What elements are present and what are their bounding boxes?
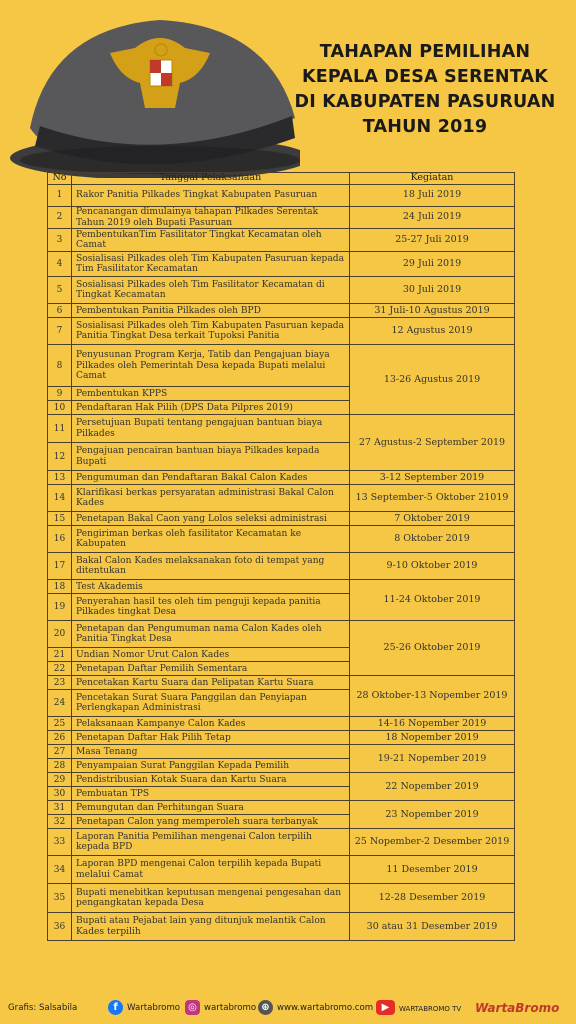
table-header-row	[48, 173, 515, 185]
row-no: 10	[48, 401, 72, 415]
facebook-icon: f	[108, 1000, 123, 1015]
row-activity: Sosialisasi Pilkades oleh Tim Fasilitator Kecamatan di Tingkat Kecamatan	[72, 277, 350, 304]
row-date: 13-26 Agustus 2019	[350, 345, 515, 415]
row-no: 15	[48, 512, 72, 526]
row-activity: Penetapan Bakal Caon yang Lolos seleksi administrasi	[72, 512, 350, 526]
row-date: 13 September-5 Oktober 21019	[350, 485, 515, 512]
row-no: 28	[48, 759, 72, 773]
row-activity: Pembentukan Panitia Pilkades oleh BPD	[72, 304, 350, 318]
header-activity: Tanggal Pelaksanaan	[72, 173, 350, 185]
row-no: 2	[48, 207, 72, 229]
row-activity: PembentukanTim Fasilitator Tingkat Kecamatan oleh Camat	[72, 229, 350, 252]
row-no: 18	[48, 580, 72, 594]
row-activity: Bupati atau Pejabat lain yang ditunjuk melantik Calon Kades terpilih	[72, 913, 350, 941]
police-cap-illustration	[10, 8, 300, 178]
row-date: 24 Juli 2019	[350, 207, 515, 229]
row-activity: Pencetakan Kartu Suara dan Pelipatan Kartu Suara	[72, 676, 350, 690]
row-activity: Pendaftaran Hak Pilih (DPS Data Pilpres 2019)	[72, 401, 350, 415]
facebook-link[interactable]: Wartabromo	[127, 1003, 181, 1013]
row-no: 6	[48, 304, 72, 318]
instagram-link[interactable]: wartabromo	[204, 1003, 257, 1013]
row-activity: Penetapan Calon yang memperoleh suara terbanyak	[72, 815, 350, 829]
youtube-icon: ▶	[376, 1000, 395, 1015]
row-date: 22 Nopember 2019	[350, 773, 515, 801]
row-no: 23	[48, 676, 72, 690]
schedule-table	[47, 172, 515, 941]
row-no: 27	[48, 745, 72, 759]
row-no: 19	[48, 594, 72, 621]
row-activity: Undian Nomor Urut Calon Kades	[72, 648, 350, 662]
row-date: 23 Nopember 2019	[350, 801, 515, 829]
row-date: 12-28 Desember 2019	[350, 884, 515, 913]
title-line-2: KEPALA DESA SERENTAK	[301, 67, 549, 87]
row-activity: Pendistribusian Kotak Suara dan Kartu Suara	[72, 773, 350, 787]
row-activity: Pengumuman dan Pendaftaran Bakal Calon Kades	[72, 471, 350, 485]
row-activity: Masa Tenang	[72, 745, 350, 759]
header-no: No	[48, 173, 72, 185]
row-date: 18 Juli 2019	[350, 185, 515, 207]
row-activity: Test Akademis	[72, 580, 350, 594]
row-no: 21	[48, 648, 72, 662]
row-date: 11-24 Oktober 2019	[350, 580, 515, 621]
row-activity: Bakal Calon Kades melaksanakan foto di tempat yang ditentukan	[72, 553, 350, 580]
credit-text: Grafis: Salsabila	[8, 1003, 78, 1013]
row-no: 7	[48, 318, 72, 345]
header-date: Kegiatan	[350, 173, 515, 185]
row-activity: Pencanangan dimulainya tahapan Pilkades Serentak Tahun 2019 oleh Bupati Pasuruan	[72, 207, 350, 229]
row-no: 5	[48, 277, 72, 304]
row-date: 9-10 Oktober 2019	[350, 553, 515, 580]
row-activity: Pembentukan KPPS	[72, 387, 350, 401]
row-activity: Pengiriman berkas oleh fasilitator Kecamatan ke Kabupaten	[72, 526, 350, 553]
globe-icon: ⊕	[258, 1000, 273, 1015]
row-no: 26	[48, 731, 72, 745]
row-date: 12 Agustus 2019	[350, 318, 515, 345]
footer-bar	[0, 998, 576, 1020]
row-no: 4	[48, 252, 72, 277]
row-date: 8 Oktober 2019	[350, 526, 515, 553]
row-date: 25-27 Juli 2019	[350, 229, 515, 252]
row-no: 12	[48, 443, 72, 471]
row-no: 25	[48, 717, 72, 731]
row-no: 32	[48, 815, 72, 829]
row-activity: Klarifikasi berkas persyaratan administrasi Bakal Calon Kades	[72, 485, 350, 512]
row-date: 19-21 Nopember 2019	[350, 745, 515, 773]
row-date: 25 Nopember-2 Desember 2019	[350, 829, 515, 856]
row-no: 9	[48, 387, 72, 401]
row-no: 8	[48, 345, 72, 387]
row-activity: Persetujuan Bupati tentang pengajuan bantuan biaya Pilkades	[72, 415, 350, 443]
row-date: 7 Oktober 2019	[350, 512, 515, 526]
row-activity: Rakor Panitia Pilkades Tingkat Kabupaten Pasuruan	[72, 185, 350, 207]
row-no: 14	[48, 485, 72, 512]
row-no: 22	[48, 662, 72, 676]
row-activity: Penyusunan Program Kerja, Tatib dan Pengajuan biaya Pilkades oleh Pemerintah Desa kepada Bupati melalui Camat	[72, 345, 350, 387]
row-activity: Pembuatan TPS	[72, 787, 350, 801]
row-no: 11	[48, 415, 72, 443]
website-link[interactable]: www.wartabromo.com	[277, 1003, 374, 1013]
row-no: 33	[48, 829, 72, 856]
row-activity: Penyerahan hasil tes oleh tim penguji kepada panitia Pilkades tingkat Desa	[72, 594, 350, 621]
row-activity: Penetapan dan Pengumuman nama Calon Kades oleh Panitia Tingkat Desa	[72, 621, 350, 648]
row-date: 18 Nopember 2019	[350, 731, 515, 745]
title-line-3: DI KABUPATEN PASURUAN	[294, 92, 556, 112]
row-activity: Sosialisasi Pilkades oleh Tim Kabupaten Pasuruan kepada Panitia Tingkat Desa terkait Tupoksi Panitia	[72, 318, 350, 345]
row-date: 27 Agustus-2 September 2019	[350, 415, 515, 471]
row-no: 17	[48, 553, 72, 580]
row-activity: Pencetakan Surat Suara Panggilan dan Penyiapan Perlengkapan Administrasi	[72, 690, 350, 717]
row-activity: Laporan BPD mengenai Calon terpilih kepada Bupati melalui Camat	[72, 856, 350, 884]
row-no: 31	[48, 801, 72, 815]
row-activity: Laporan Panitia Pemilihan mengenai Calon terpilih kepada BPD	[72, 829, 350, 856]
row-no: 36	[48, 913, 72, 941]
row-no: 13	[48, 471, 72, 485]
instagram-icon: ◎	[185, 1000, 200, 1015]
row-activity: Pelaksanaan Kampanye Calon Kades	[72, 717, 350, 731]
row-date: 14-16 Nopember 2019	[350, 717, 515, 731]
row-activity: Penetapan Daftar Hak Pilih Tetap	[72, 731, 350, 745]
row-activity: Bupati menebitkan keputusan mengenai pengesahan dan pengangkatan kepada Desa	[72, 884, 350, 913]
youtube-link[interactable]: WARTABROMO TV	[399, 1005, 462, 1013]
row-no: 16	[48, 526, 72, 553]
table-body	[48, 185, 515, 941]
brand-logo: WartaBromo	[475, 1001, 560, 1015]
page-title	[280, 40, 570, 140]
row-no: 1	[48, 185, 72, 207]
row-date: 11 Desember 2019	[350, 856, 515, 884]
row-activity: Penyampaian Surat Panggilan Kepada Pemilih	[72, 759, 350, 773]
row-activity: Penetapan Daftar Pemilih Sementara	[72, 662, 350, 676]
row-date: 25-26 Oktober 2019	[350, 621, 515, 676]
row-no: 30	[48, 787, 72, 801]
row-no: 3	[48, 229, 72, 252]
row-no: 29	[48, 773, 72, 787]
schedule-table-container	[47, 172, 514, 941]
title-line-1: TAHAPAN PEMILIHAN	[319, 42, 531, 62]
row-activity: Sosialisasi Pilkades oleh Tim Kabupaten Pasuruan kepada Tim Fasilitator Kecamatan	[72, 252, 350, 277]
row-date: 30 atau 31 Desember 2019	[350, 913, 515, 941]
title-line-4: TAHUN 2019	[362, 117, 488, 137]
row-date: 31 Juli-10 Agustus 2019	[350, 304, 515, 318]
row-date: 28 Oktober-13 Nopember 2019	[350, 676, 515, 717]
row-no: 35	[48, 884, 72, 913]
row-no: 34	[48, 856, 72, 884]
row-date: 29 Juli 2019	[350, 252, 515, 277]
row-date: 30 Juli 2019	[350, 277, 515, 304]
row-activity: Pengajuan pencairan bantuan biaya Pilkades kepada Bupati	[72, 443, 350, 471]
row-activity: Pemungutan dan Perhitungan Suara	[72, 801, 350, 815]
row-no: 24	[48, 690, 72, 717]
row-no: 20	[48, 621, 72, 648]
row-date: 3-12 September 2019	[350, 471, 515, 485]
